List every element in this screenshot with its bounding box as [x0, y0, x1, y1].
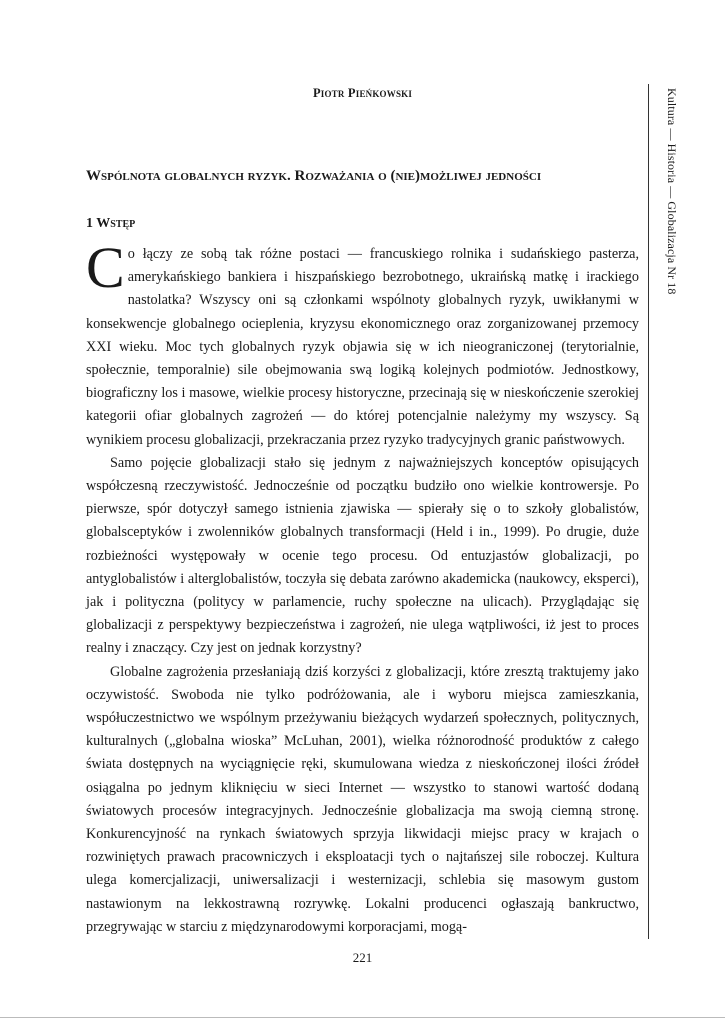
paragraph-text: o łączy ze sobą tak różne postaci — francuskiego rolnika i sudańskiego pasterza, amerykańskiego bankiera i hiszpańskiego bezrobotnego, ukraińską matkę i irackiego nastolatka? Wszyscy oni są członkami wspólnoty globalnych ryzyk, uwikłanymi w konsekwencje globalnego ocieplenia, kryzysu ekonomicznego oraz zorganizowanej przemocy XXI wieku. Moc tych globalnych ryzyk objawia się w ich nieograniczonej (terytorialnie, społecznie, temporalnie) sile obejmowania swą logiką kolejnych podmiotów. Jednostkowy, biograficzny los i masowe, wielkie procesy historyczne, przecinają się w nieskończenie szerokiej kategorii ofiar globalnych zagrożeń — do której potencjalnie należymy my wszyscy. Są wynikiem procesu globalizacji, przekraczania przez ryzyko tradycyjnych granic państwowych.: [86, 246, 639, 448]
paragraph-3: Globalne zagrożenia przesłaniają dziś korzyści z globalizacji, które zresztą traktujemy jako oczywistość. Swoboda nie tylko podróżowania, ale i wyboru miejsca zamieszkania, współuczestnictwo we wspólnym przeżywaniu bieżących wydarzeń społecznych, politycznych, kulturalnych („globalna wioska” McLuhan, 2001), wielka różnorodność produktów z całego świata dostępnych na wyciągnięcie ręki, skumulowana wiedza z nieskończonej ilości źródeł osiągalna po jednym kliknięciu w sieci Internet — wszystko to stanowi wartość dodaną światowych procesów integracyjnych. Jednocześnie globalizacja ma swoją ciemną stronę. Konkurencyjność na rynkach światowych sprzyja likwidacji miejsc pracy w krajach o rozwiniętych prawach pracowniczych i eksploatacji tych o najtańszej sile roboczej. Kultura ulega komercjalizacji, uniwersalizacji i westernizacji, schlebia się masowym gustom nastawionym na lekkostrawną rozrywkę. Lokalni producenci ogłaszają bankructwo, przegrywając w starciu z międzynarodowymi korporacjami, mogą-: [86, 663, 639, 935]
paragraph-2: Samo pojęcie globalizacji stało się jednym z najważniejszych konceptów opisujących współczesną rzeczywistość. Jednocześnie od początku budziło ono wielkie kontrowersje. Po pierwsze, spór dotyczył samego istnienia zjawiska — spierały się o to szkoły globalistów, globalsceptyków i zwolenników globalnych transformacji (Held i in., 1999). Po drugie, duże rozbieżności występowały w ocenie tego procesu. Od entuzjastów globalizacji, po antyglobalistów i alterglobalistów, toczyła się debata zarówno akademicka (naukowcy, eksperci), jak i polityczna (politycy w parlamencie, ruchy społeczne na ulicach). Przyglądając się globalizacji z perspektywy bezpieczeństwa i zagrożeń, nie ulega wątpliwości, iż jest to proces realny i znaczący. Czy jest on jednak korzystny?: [86, 454, 639, 657]
author-name: Piotr Pieńkowski: [312, 86, 413, 100]
page-number: 221: [352, 950, 373, 965]
section-heading: 1 Wstęp: [86, 216, 136, 231]
article-body: [86, 235, 639, 939]
page-bottom-rule: [0, 1017, 725, 1018]
article-title: Wspólnota globalnych ryzyk. Rozważania o (nie)możliwej jedności: [86, 168, 542, 184]
running-title: Kultura — Historia — Globalizacja Nr 18: [665, 88, 679, 295]
paragraph-1: [86, 235, 639, 452]
drop-cap: C: [86, 235, 125, 300]
margin-rule: [648, 84, 649, 939]
